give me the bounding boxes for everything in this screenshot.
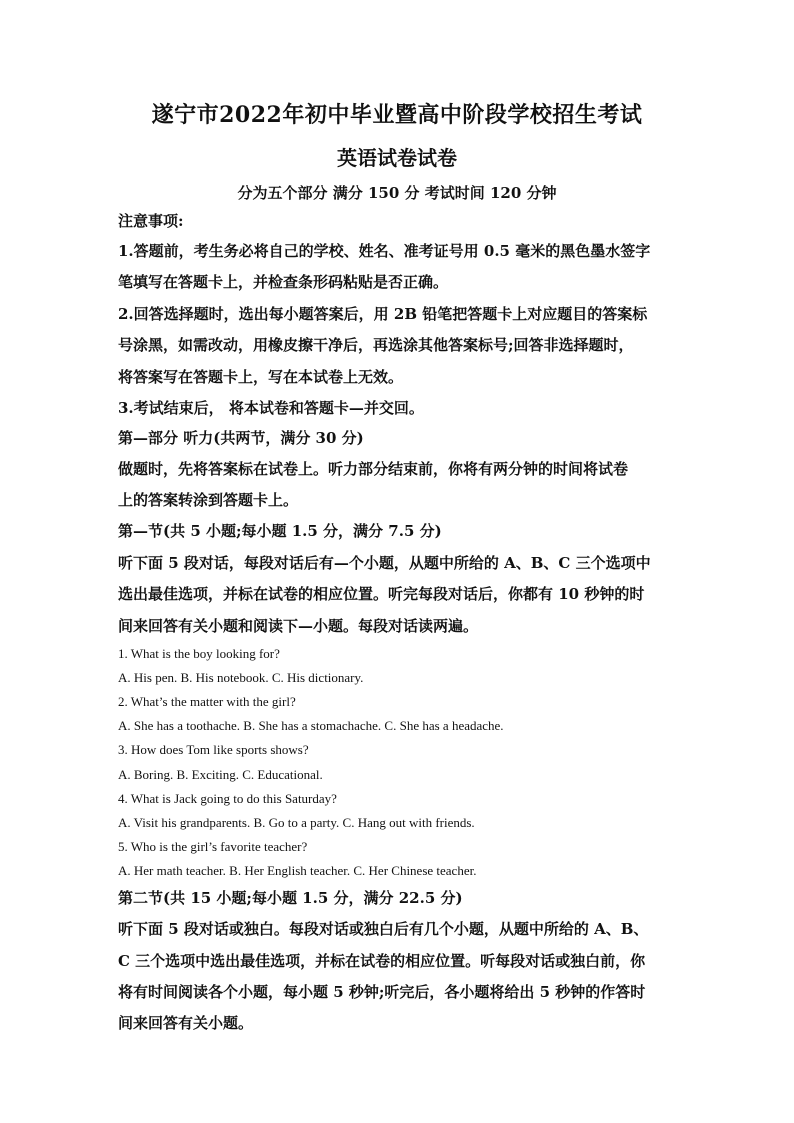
note-item-1-line-1: 1.答题前，考生务必将自己的学校、姓名、准考证号用 0.5 毫米的黑色墨水签字: [118, 242, 651, 260]
question-2: 2. What’s the matter with the girl?: [118, 694, 296, 709]
question-5-options: A. Her math teacher. B. Her English teacher. C. Her Chinese teacher.: [118, 863, 477, 878]
section1-intro-line-3: 间来回答有关小题和阅读下—小题。每段对话读两遍。: [118, 617, 479, 635]
question-4: 4. What is Jack going to do this Saturday?: [118, 791, 337, 806]
section2-intro-line-3: 将有时间阅读各个小题，每小题 5 秒钟;听完后，各小题将给出 5 秒钟的作答时: [118, 983, 646, 1001]
exam-meta: 分为五个部分 满分 150 分 考试时间 120 分钟: [237, 184, 557, 202]
section2-intro-line-4: 间来回答有关小题。: [118, 1014, 254, 1032]
section1-heading: 第—节(共 5 小题;每小题 1.5 分，满分 7.5 分): [118, 522, 442, 540]
part1-heading: 第—部分 听力(共两节，满分 30 分): [118, 429, 364, 447]
note-item-2-line-1: 2.回答选择题时，选出每小题答案后，用 2B 铅笔把答题卡上对应题目的答案标: [118, 305, 648, 323]
exam-subtitle: 英语试卷试卷: [337, 146, 457, 170]
note-item-3: 3.考试结束后， 将本试卷和答题卡—并交回。: [118, 399, 424, 417]
section2-heading: 第二节(共 15 小题;每小题 1.5 分，满分 22.5 分): [118, 889, 463, 907]
section1-intro-line-2: 选出最佳选项，并标在试卷的相应位置。听完每段对话后，你都有 10 秒钟的时: [118, 585, 645, 603]
section1-intro-line-1: 听下面 5 段对话，每段对话后有—个小题，从题中所给的 A、B、C 三个选项中: [118, 554, 651, 572]
question-3-options: A. Boring. B. Exciting. C. Educational.: [118, 767, 323, 782]
note-item-2-line-3: 将答案写在答题卡上，写在本试卷上无效。: [118, 368, 404, 386]
question-1-options: A. His pen. B. His notebook. C. His dictionary.: [118, 670, 364, 685]
notes-heading: 注意事项:: [118, 212, 184, 230]
section2-intro-line-2: C 三个选项中选出最佳选项，并标在试卷的相应位置。听每段对话或独白前，你: [118, 952, 646, 970]
exam-title: 遂宁市2022年初中毕业暨高中阶段学校招生考试: [151, 102, 643, 128]
section2-intro-line-1: 听下面 5 段对话或独白。每段对话或独白后有几个小题，从题中所给的 A、B、: [118, 920, 649, 938]
part1-intro-line-2: 上的答案转涂到答题卡上。: [118, 491, 299, 509]
question-5: 5. Who is the girl’s favorite teacher?: [118, 839, 308, 854]
part1-intro-line-1: 做题时，先将答案标在试卷上。听力部分结束前，你将有两分钟的时间将试卷: [118, 460, 629, 478]
question-2-options: A. She has a toothache. B. She has a stomachache. C. She has a headache.: [118, 718, 504, 733]
note-item-2-line-2: 号涂黑，如需改动，用橡皮擦干净后，再选涂其他答案标号;回答非选择题时，: [118, 336, 634, 354]
note-item-1-line-2: 笔填写在答题卡上，并检查条形码粘贴是否正确。: [118, 273, 449, 291]
question-3: 3. How does Tom like sports shows?: [118, 742, 309, 757]
question-1: 1. What is the boy looking for?: [118, 646, 280, 661]
question-4-options: A. Visit his grandparents. B. Go to a party. C. Hang out with friends.: [118, 815, 475, 830]
